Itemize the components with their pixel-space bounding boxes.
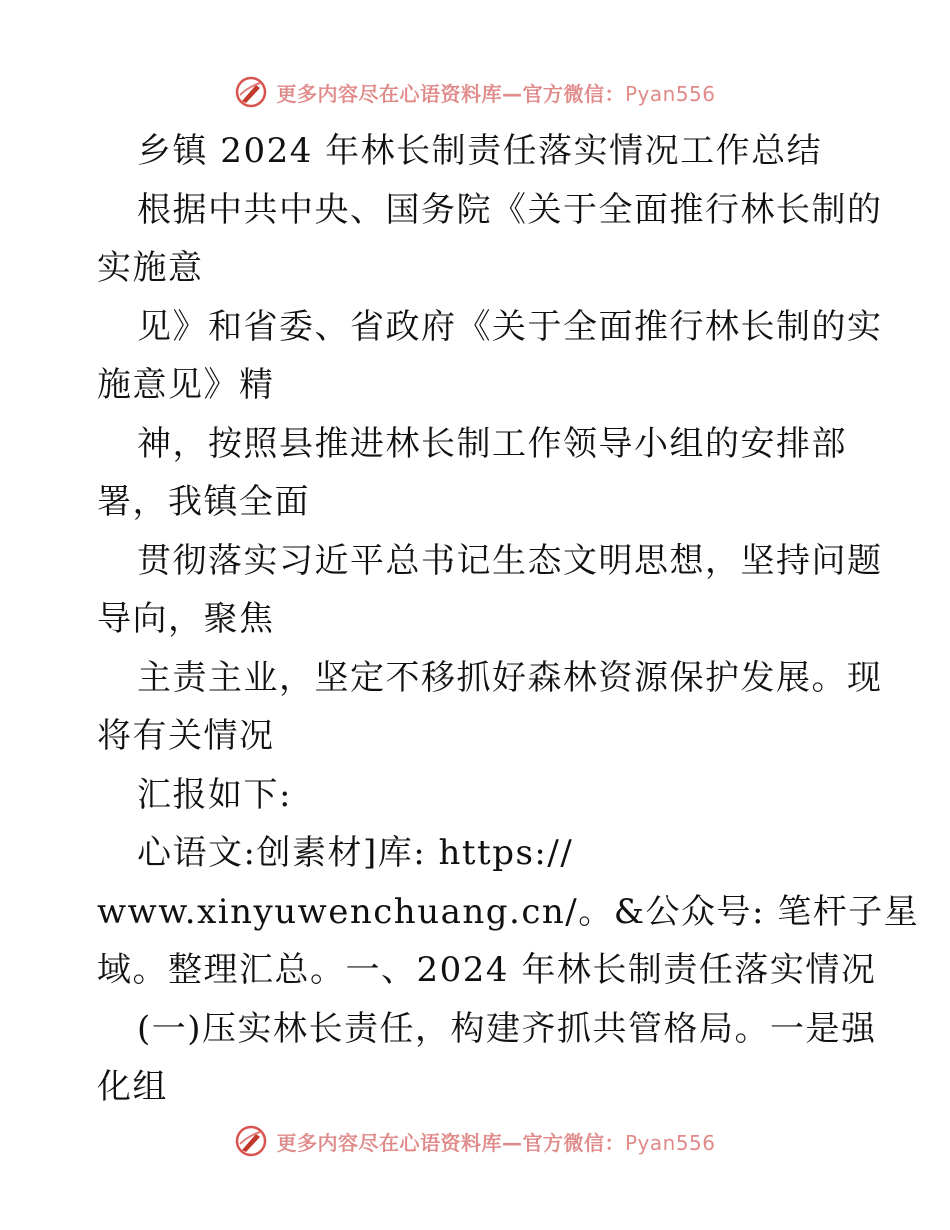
watermark-text [276,78,715,107]
document-title: 乡镇 2024 年林长制责任落实情况工作总结 [137,131,823,171]
source-url-line: www.xinyuwenchuang.cn/。&公众号: 笔杆子星 [97,891,920,932]
paragraph-line: 见》和省委、省政府《关于全面推行林长制的实 [137,306,883,347]
paragraph-line: 将有关情况 [97,716,275,756]
subsection-heading-line: (一)压实林长责任，构建齐抓共管格局。一是强 [137,1008,877,1049]
watermark-label: 更多内容尽在心语资料库—官方微信： [276,1130,625,1155]
watermark-wechat-id: Pyan556 [624,81,716,106]
watermark-label: 更多内容尽在心语资料库—官方微信： [276,81,625,106]
paragraph-line: 主责主业，坚定不移抓好森林资源保护发展。现 [137,657,883,698]
paragraph-line: 汇报如下: [137,774,292,815]
footer-watermark [0,1121,950,1161]
paragraph-line: 神，按照县推进林长制工作领导小组的安排部 [137,423,847,464]
document-body [97,122,920,1117]
paragraph-line: 施意见》精 [97,365,275,405]
section-heading-line: 域。整理汇总。一、2024 年林长制责任落实情况 [97,950,877,990]
watermark-wechat-id: Pyan556 [624,1130,716,1155]
pen-circle-logo-icon [234,75,268,109]
paragraph-line: 贯彻落实习近平总书记生态文明思想，坚持问题 [137,540,883,581]
paragraph-line: 化组 [97,1067,168,1107]
paragraph-line: 署，我镇全面 [97,482,310,522]
paragraph-line: 导向，聚焦 [97,599,275,639]
pen-circle-logo-icon [234,1124,268,1158]
paragraph-line: 实施意 [97,248,204,288]
header-watermark [0,72,950,112]
watermark-text [276,1127,715,1156]
source-url-line: 心语文:创素材]库: https:// [137,833,574,873]
paragraph-line: 根据中共中央、国务院《关于全面推行林长制的 [137,189,883,230]
